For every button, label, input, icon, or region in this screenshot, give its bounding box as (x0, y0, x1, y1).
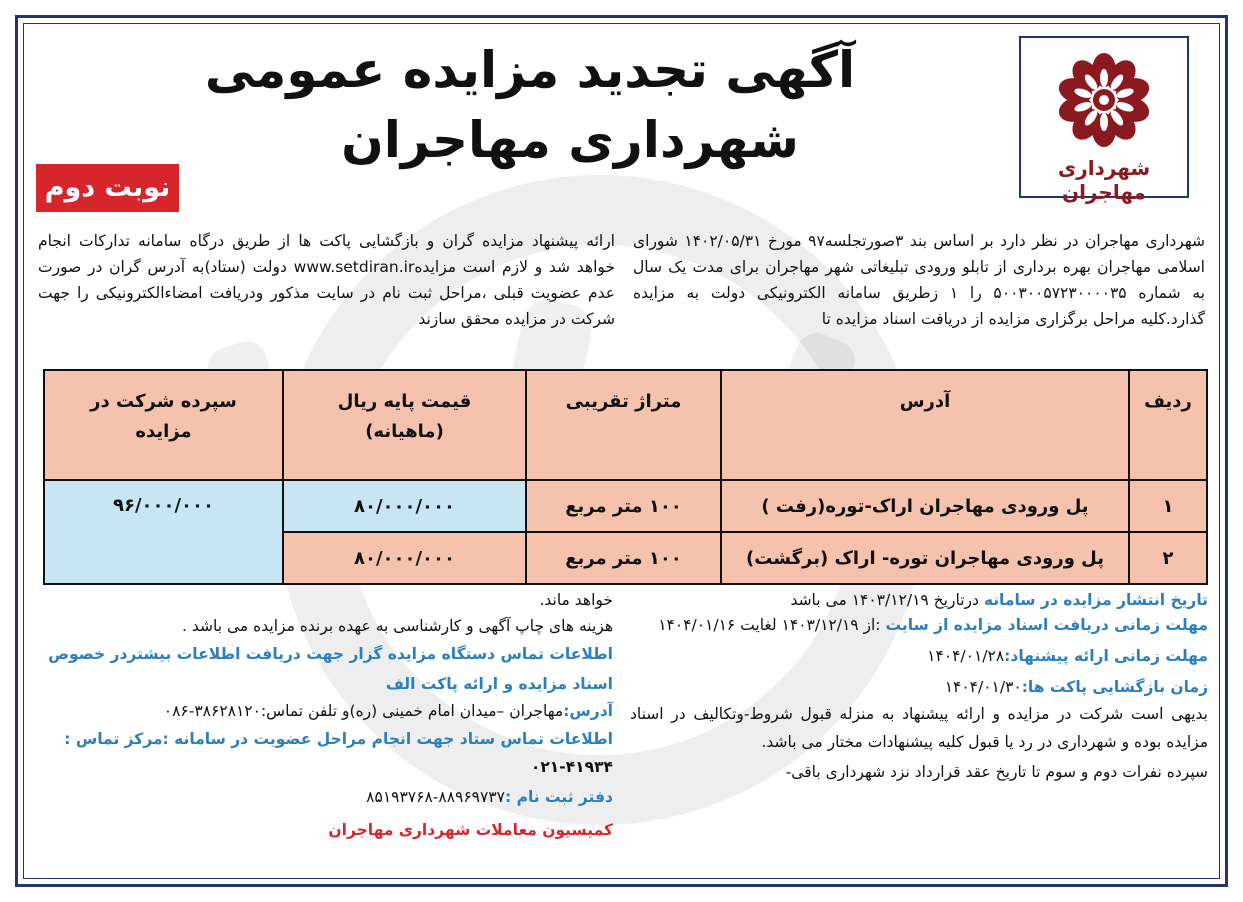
deposit-note: سپرده نفرات دوم و سوم تا تاریخ عقد قرارداد نزد شهرداری باقی- (785, 763, 1208, 781)
auction-items-table (43, 369, 1208, 585)
intro-paragraph-left: ارائه پیشنهاد مزایده گران و بازگشایی پاکت ها از طریق درگاه سامانه تدارکات انجام خواهد شد و لازم است مزایدهwww.setdiran.ir دولت (ستاد)به آدرس گران در صورت عدم عضویت قبلی ،مراحل ثبت نام در سایت مذکور ودریافت امضاءالکترونیکی را جهت شرکت در مزایده محقق سازند (38, 232, 615, 328)
header-base-price (283, 370, 526, 480)
header-row-number: ردیف (1129, 370, 1207, 480)
header-base-price-line1: قیمت پایه ریال (337, 391, 472, 412)
setad-contact-line (38, 725, 613, 781)
publish-text: درتاریخ ۱۴۰۳/۱۲/۱۹ می باشد (790, 591, 984, 609)
header-deposit-line2: مزایده (135, 421, 192, 442)
cell-base-price: ۸۰/۰۰۰/۰۰۰ (283, 532, 526, 584)
cell-base-price: ۸۰/۰۰۰/۰۰۰ (283, 480, 526, 532)
page-subtitle: شهرداری مهاجران (341, 111, 799, 169)
setad-phone: ۴۱۹۳۴-۰۲۱ (530, 757, 613, 776)
registry-line (38, 785, 613, 811)
intro-paragraph-right: شهرداری مهاجران در نظر دارد بر اساس بند ۳صورتجلسه۹۷ مورخ ۱۴۰۲/۰۵/۳۱ شورای اسلامی مهاجران بهره برداری از تابلو ورودی تبلیغاتی شهر مهاجران برای مدت یک سال به شماره ۵۰۰۳۰۰۵۷۲۳۰۰۰۰۳۵ را ۱ زطریق سامانه الکترونیکی دولت به مزایده گذارد.کلیه مراحل برگزاری مزایده از دریافت اسناد مزایده تا (633, 232, 1205, 328)
cell-address: پل ورودی مهاجران اراک-توره(رفت ) (721, 480, 1129, 532)
cell-row-number: ۱ (1129, 480, 1207, 532)
cell-deposit: ۹۶/۰۰۰/۰۰۰ (44, 480, 283, 584)
round-badge: نوبت دوم (36, 164, 179, 212)
submit-label: مهلت زمانی ارائه پیشنهاد: (1004, 647, 1208, 665)
schedule-column (630, 588, 1208, 785)
opening-line (630, 675, 1208, 700)
registry-phone: ۸۸۹۶۹۷۳۷-۸۵۱۹۳۷۶۸ (366, 787, 505, 806)
table-header-row (44, 370, 1207, 480)
logo-caption: شهرداری مهاجران (1057, 156, 1151, 204)
costs-text: هزینه های چاپ آگهی و کارشناسی به عهده برنده مزایده می باشد . (182, 616, 613, 635)
cell-row-number: ۲ (1129, 532, 1207, 584)
cell-area: ۱۰۰ متر مربع (526, 480, 721, 532)
address-text: مهاجران –میدان امام خمینی (ره)و تلفن تماس:۳۸۶۲۸۱۲۰-۰۸۶ (163, 702, 564, 720)
submit-date: ۱۴۰۴/۰۱/۲۸ (927, 647, 1005, 665)
table-row (44, 480, 1207, 532)
receive-docs-line (630, 613, 1208, 638)
opening-label: زمان بازگشایی پاکت ها: (1021, 678, 1208, 696)
contact-column (38, 588, 613, 844)
contact-header: اطلاعات تماس دستگاه مزایده گزار جهت دریافت اطلاعات بیشتردر خصوص اسناد مزایده و ارائه پاکت الف (48, 645, 613, 693)
submit-deadline-line (630, 644, 1208, 669)
receive-text: :از ۱۴۰۳/۱۲/۱۹ لغایت ۱۴۰۴/۰۱/۱۶ (658, 616, 886, 634)
terms-paragraph: بدیهی است شرکت در مزایده و ارائه پیشنهاد به منزله قبول شروط-وتکالیف در اسناد مزایده بوده و شهرداری در رد یا قبول کلیه پیشنهادات مختار می باشد. (630, 705, 1208, 751)
registry-label: دفتر ثبت نام : (504, 787, 613, 806)
header-deposit (44, 370, 283, 480)
cell-address: پل ورودی مهاجران توره- اراک (برگشت) (721, 532, 1129, 584)
header-base-price-line2: (ماهیانه) (365, 421, 444, 442)
cell-area: ۱۰۰ متر مربع (526, 532, 721, 584)
page-title: آگهی تجدید مزایده عمومی (204, 41, 856, 99)
opening-date: ۱۴۰۴/۰۱/۳۰ (944, 678, 1022, 696)
receive-label: مهلت زمانی دریافت اسناد مزایده از سایت (885, 616, 1208, 634)
continued-text: خواهد ماند. (539, 591, 613, 609)
municipality-logo (1019, 36, 1189, 204)
header-area: متراژ تقریبی (526, 370, 721, 480)
publish-date-line (630, 588, 1208, 613)
signature: کمیسیون معاملات شهرداری مهاجران (328, 821, 613, 839)
header-deposit-line1: سپرده شرکت در (90, 391, 237, 412)
header-address: آدرس (721, 370, 1129, 480)
address-line (38, 699, 613, 725)
publish-label: تاریخ انتشار مزایده در سامانه (983, 591, 1208, 609)
setad-header: اطلاعات تماس ستاد جهت انجام مراحل عضویت در سامانه :مرکز تماس : (64, 729, 613, 748)
address-label: آدرس: (563, 702, 613, 720)
